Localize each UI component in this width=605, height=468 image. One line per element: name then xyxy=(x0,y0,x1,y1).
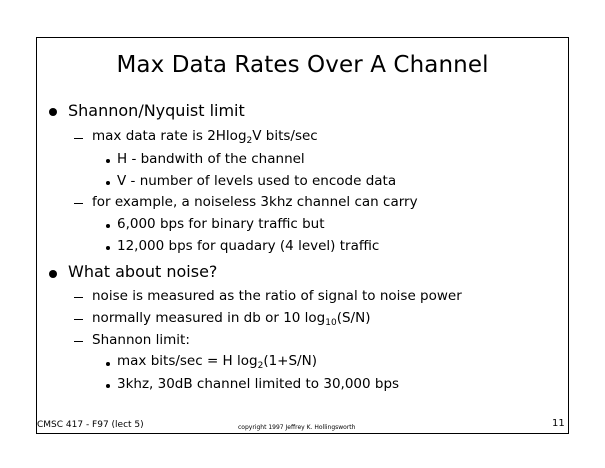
bullet-3-6 xyxy=(106,384,110,388)
item-3khz-30db: 3khz, 30dB channel limited to 30,000 bps xyxy=(117,376,400,392)
bullet-3-4 xyxy=(106,246,110,250)
text-fragment: max bits/sec = H log xyxy=(117,353,258,369)
text-fragment: (1+S/N) xyxy=(263,353,317,369)
bullet-1 xyxy=(49,108,57,116)
dash-5 xyxy=(74,341,83,342)
item-v-levels: V - number of levels used to encode data xyxy=(117,173,397,189)
item-max-bits-sec xyxy=(117,355,317,369)
item-normally-measured xyxy=(92,312,370,326)
subscript: 10 xyxy=(325,318,337,328)
text-fragment: max data rate is 2Hlog xyxy=(92,128,247,144)
bullet-3-1 xyxy=(106,159,110,163)
dash-3 xyxy=(74,297,83,298)
footer-course: CMSC 417 - F97 (lect 5) xyxy=(37,420,144,430)
item-shannon-nyquist: Shannon/Nyquist limit xyxy=(68,101,245,120)
item-12000-bps: 12,000 bps for quadary (4 level) traffic xyxy=(117,238,380,254)
item-what-about-noise: What about noise? xyxy=(68,262,218,281)
item-for-example: for example, a noiseless 3khz channel can carry xyxy=(92,194,418,210)
bullet-3-3 xyxy=(106,224,110,228)
text-fragment: V bits/sec xyxy=(252,128,318,144)
subscript: 2 xyxy=(246,136,253,146)
footer-copyright: copyright 1997 Jeffrey K. Hollingsworth xyxy=(238,424,356,431)
subscript: 2 xyxy=(257,361,264,371)
bullet-1b xyxy=(49,270,57,278)
footer-page-number: 11 xyxy=(552,418,565,429)
text-fragment: normally measured in db or 10 log xyxy=(92,310,326,326)
item-max-data-rate xyxy=(92,130,318,144)
slide-title: Max Data Rates Over A Channel xyxy=(116,52,489,78)
item-h-bandwidth: H - bandwith of the channel xyxy=(117,151,305,167)
bullet-3-5 xyxy=(106,362,110,366)
item-shannon-limit: Shannon limit: xyxy=(92,332,190,348)
item-noise-measured: noise is measured as the ratio of signal to noise power xyxy=(92,288,462,304)
item-6000-bps: 6,000 bps for binary traffic but xyxy=(117,216,325,232)
slide-frame xyxy=(36,37,569,434)
dash-4 xyxy=(74,319,83,320)
dash-1 xyxy=(74,138,83,139)
bullet-3-2 xyxy=(106,181,110,185)
dash-2 xyxy=(74,203,83,204)
text-fragment: (S/N) xyxy=(336,310,371,326)
